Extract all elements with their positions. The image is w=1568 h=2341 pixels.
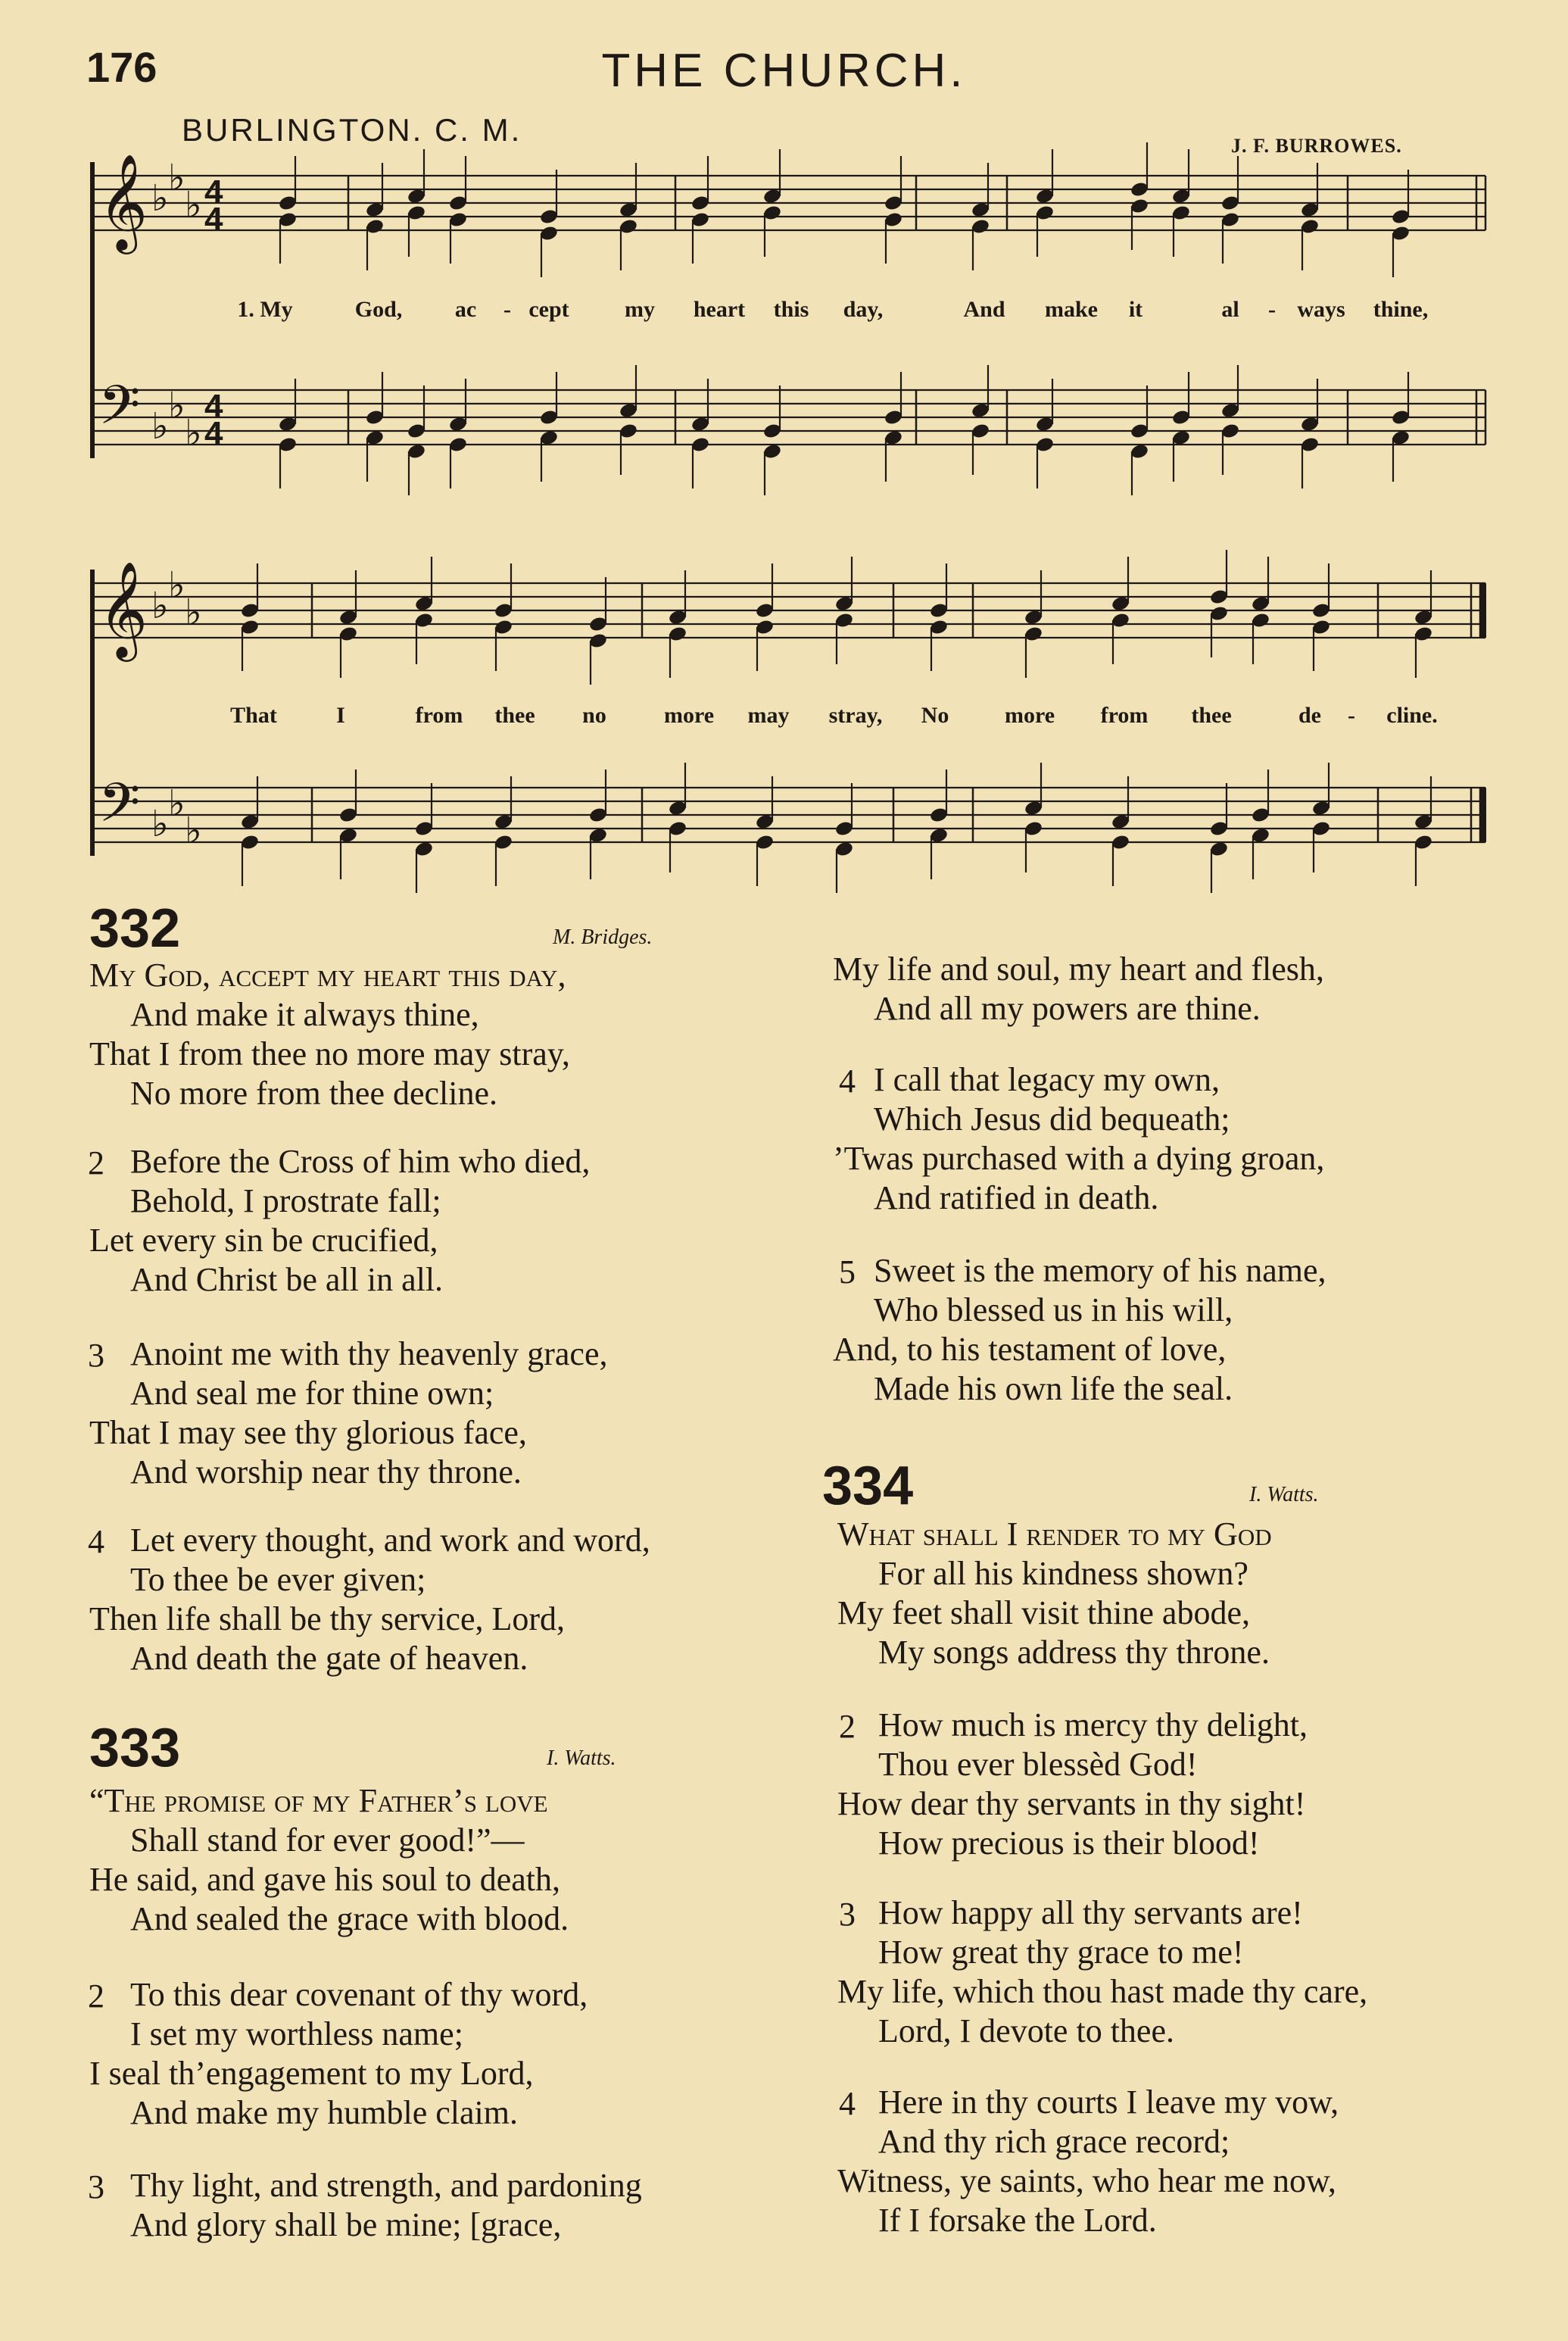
lyric-syllable: from [415, 703, 463, 728]
composer: J. F. BURROWES. [1231, 135, 1402, 157]
verse-line: Lord, I devote to thee. [878, 2012, 1174, 2049]
lyric-syllable: stray, [828, 703, 883, 728]
verse-line: He said, and gave his soul to death, [89, 1861, 560, 1898]
flat-sign: ♭ [185, 591, 202, 634]
verse-line: And seal me for thine own; [130, 1375, 494, 1412]
stanza [833, 950, 1324, 1028]
verse-line: Sweet is the memory of his name, [874, 1252, 1326, 1289]
lyric-syllable: - [1348, 703, 1355, 728]
verse-line: Witness, ye saints, who hear me now, [837, 2162, 1336, 2199]
flat-sign: ♭ [151, 405, 169, 448]
verse-line: And make it always thine, [130, 996, 479, 1033]
hymn-number: 334 [822, 1456, 914, 1516]
stanza [89, 1142, 590, 1300]
lyric-syllable: - [1268, 297, 1276, 322]
stanza-number: 3 [839, 1896, 856, 1933]
lyric-syllable: 1. My [237, 297, 293, 322]
music-score [0, 0, 1568, 909]
lyric-syllable: al [1221, 297, 1239, 322]
verse-line: Which Jesus did bequeath; [874, 1100, 1230, 1138]
verse-line: How great thy grace to me! [878, 1934, 1244, 1971]
flat-sign: ♭ [168, 157, 185, 199]
verse-line [89, 956, 570, 995]
hymn-author: M. Bridges. [553, 925, 653, 949]
verse-line: Behold, I prostrate fall; [130, 1182, 441, 1219]
lyric-syllable: thee [494, 703, 535, 728]
lyric-syllable: this [773, 297, 809, 322]
flat-sign: ♭ [168, 385, 185, 427]
stanza [837, 1515, 1272, 1672]
verse-line: And thy rich grace record; [878, 2123, 1230, 2160]
verse-line: And all my powers are thine. [874, 990, 1261, 1027]
stanza [89, 1334, 607, 1492]
treble-clef: 𝄞 [98, 153, 148, 250]
verse-line: My songs address thy throne. [878, 1634, 1270, 1671]
verse-first-line: What shall I render to my God [837, 1515, 1272, 1553]
verse-line: Shall stand for ever good!”— [130, 1821, 525, 1859]
stanza-number: 2 [839, 1708, 856, 1745]
verse-line: My life and soul, my heart and flesh, [833, 950, 1324, 988]
verse-line: Thy light, and strength, and pardoning [130, 2167, 642, 2204]
lyric-syllable: day, [843, 297, 884, 322]
verse-line: Before the Cross of him who died, [130, 1143, 591, 1180]
verse-line: And worship near thy throne. [130, 1453, 522, 1490]
hymn-number: 333 [89, 1718, 181, 1778]
stanza-number: 2 [88, 1144, 104, 1181]
verse-line: How precious is their blood! [878, 1824, 1260, 1862]
verse-line: ’Twas purchased with a dying groan, [833, 1140, 1325, 1177]
verse-line [89, 1781, 569, 1821]
stanza [89, 1521, 650, 1678]
lyric-syllable: more [1004, 703, 1055, 728]
verse-line: I call that legacy my own, [874, 1061, 1220, 1098]
running-head: THE CHURCH. [601, 45, 967, 97]
verse-line: Thou ever blessèd God! [878, 1746, 1198, 1783]
lyric-syllable: And [963, 297, 1005, 322]
lyric-syllable: I [336, 703, 345, 728]
stanza [89, 1975, 588, 2133]
flat-sign: ♭ [185, 184, 202, 226]
verse-line: I set my worthless name; [130, 2015, 463, 2052]
stanza-number: 2 [88, 1977, 104, 2015]
verse-line: And Christ be all in all. [130, 1261, 444, 1298]
stanza [89, 1781, 569, 1939]
bass-clef: 𝄢 [98, 772, 141, 847]
time-signature: 4 [204, 173, 223, 211]
lyric-syllable: ac [454, 297, 477, 322]
page-number: 176 [86, 43, 157, 91]
lyric-syllable: thee [1191, 703, 1232, 728]
verse-line: My life, which thou hast made thy care, [837, 1973, 1368, 2010]
lyric-syllable: no [582, 703, 606, 728]
verse-line: How much is mercy thy delight, [878, 1706, 1308, 1743]
flat-sign: ♭ [151, 585, 169, 627]
lyric-syllable: it [1128, 297, 1143, 322]
lyric-syllable: make [1045, 297, 1098, 322]
lyric-syllable: God, [354, 297, 403, 322]
stanza [837, 1706, 1308, 1863]
verse-line: Let every thought, and work and word, [130, 1522, 650, 1559]
hymn-author: I. Watts. [1249, 1483, 1319, 1506]
lyric-syllable: more [663, 703, 715, 728]
verse-line: Anoint me with thy heavenly grace, [130, 1335, 608, 1372]
stanza [837, 2083, 1339, 2240]
verse-line: That I from thee no more may stray, [89, 1035, 570, 1072]
verse-line: And, to his testament of love, [833, 1331, 1227, 1368]
flat-sign: ♭ [151, 177, 169, 220]
lyric-syllable: may [747, 703, 790, 728]
lyric-syllable: cept [528, 297, 569, 322]
time-signature: 4 [204, 415, 223, 452]
verse-line: Here in thy courts I leave my vow, [878, 2083, 1339, 2121]
verse-line: And make my humble claim. [130, 2094, 518, 2131]
flat-sign: ♭ [185, 412, 202, 454]
verse-line: If I forsake the Lord. [878, 2202, 1157, 2239]
verse-line: Made his own life the seal. [874, 1370, 1233, 1407]
stanza-number: 4 [839, 2085, 856, 2122]
treble-clef: 𝄞 [98, 560, 148, 657]
stanza-number: 5 [839, 1253, 856, 1291]
verse-line: That I may see thy glorious face, [89, 1414, 527, 1451]
tune-name: BURLINGTON. C. M. [182, 112, 522, 148]
stanza [833, 1251, 1326, 1409]
verse-line: Then life shall be thy service, Lord, [89, 1600, 566, 1637]
time-signature: 4 [204, 388, 223, 425]
flat-sign: ♭ [185, 810, 202, 852]
stanza-number: 3 [88, 2168, 104, 2205]
hymn-number: 332 [89, 898, 181, 959]
stanza-number: 4 [88, 1523, 104, 1560]
verse-line: And glory shall be mine; [grace, [130, 2206, 562, 2243]
time-signature: 4 [204, 201, 223, 238]
lyric-syllable: That [230, 703, 277, 728]
lyric-syllable: - [503, 297, 511, 322]
lyric-syllable: No [921, 703, 949, 728]
flat-sign: ♭ [168, 564, 185, 607]
verse-line: How happy all thy servants are! [878, 1894, 1303, 1931]
stanza [89, 956, 570, 1113]
verse-line: And death the gate of heaven. [130, 1640, 528, 1677]
verse-line: Who blessed us in his will, [874, 1291, 1233, 1328]
verse-line: No more from thee decline. [130, 1075, 498, 1112]
lyric-syllable: de [1298, 703, 1321, 728]
stanza [837, 1893, 1367, 2051]
verse-first-line: “The promise of my Father’s love [89, 1782, 548, 1819]
stanza [833, 1060, 1324, 1218]
flat-sign: ♭ [151, 803, 169, 845]
lyric-syllable: ways [1297, 297, 1345, 322]
verse-line: For all his kindness shown? [878, 1555, 1248, 1592]
verse-line: My feet shall visit thine abode, [837, 1594, 1250, 1631]
verse-line [837, 1515, 1272, 1554]
lyric-syllable: thine, [1373, 297, 1429, 322]
verse-line: And sealed the grace with blood. [130, 1900, 569, 1937]
bass-clef: 𝄢 [98, 374, 141, 450]
stanza-number: 4 [839, 1063, 856, 1100]
verse-line: Let every sin be crucified, [89, 1222, 438, 1259]
verse-line: And ratified in death. [874, 1179, 1159, 1216]
flat-sign: ♭ [168, 782, 185, 825]
stanza-number: 3 [88, 1337, 104, 1374]
hymn-author: I. Watts. [547, 1746, 616, 1770]
verse-line: To thee be ever given; [130, 1561, 426, 1598]
lyric-syllable: my [625, 297, 655, 322]
verse-line: To this dear covenant of thy word, [130, 1976, 588, 2013]
lyric-syllable: cline. [1386, 703, 1438, 728]
verse-first-line: My God, accept my heart this day, [89, 957, 566, 994]
stanza [89, 2166, 642, 2245]
verse-line: How dear thy servants in thy sight! [837, 1785, 1306, 1822]
verse-line: I seal th’engagement to my Lord, [89, 2055, 534, 2092]
lyric-syllable: heart [693, 297, 746, 322]
lyric-syllable: from [1100, 703, 1149, 728]
